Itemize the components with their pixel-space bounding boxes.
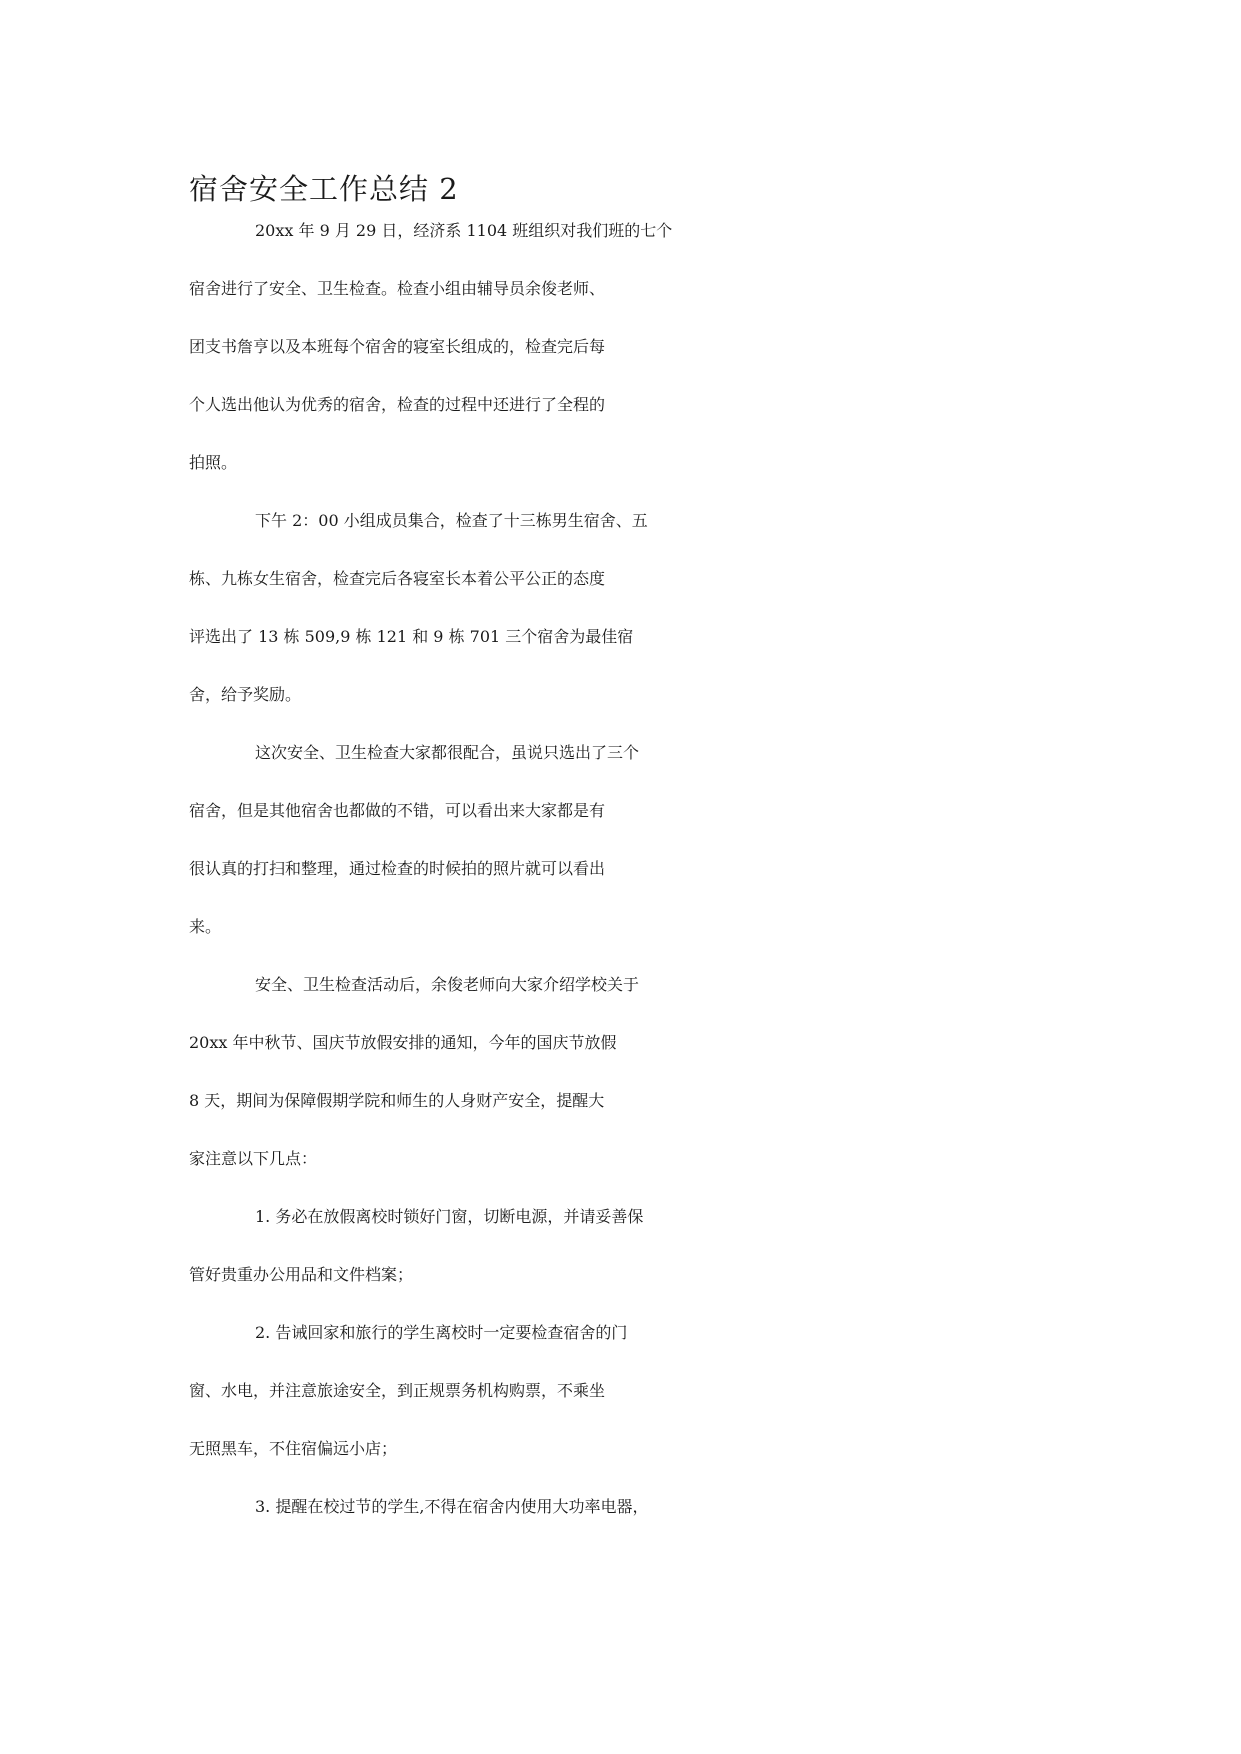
paragraph-line: 20xx 年 9 月 29 日，经济系 1104 班组织对我们班的七个 bbox=[255, 221, 673, 240]
paragraph-line: 拍照。 bbox=[189, 453, 238, 472]
paragraph-line: 栋、九栋女生宿舍，检查完后各寝室长本着公平公正的态度 bbox=[189, 569, 606, 588]
paragraph-line: 管好贵重办公用品和文件档案； bbox=[189, 1265, 414, 1284]
paragraph-line: 无照黑车，不住宿偏远小店； bbox=[189, 1439, 398, 1458]
paragraph-line: 3. 提醒在校过节的学生,不得在宿舍内使用大功率电器， bbox=[255, 1497, 649, 1516]
paragraph-line: 这次安全、卫生检查大家都很配合，虽说只选出了三个 bbox=[255, 743, 640, 762]
paragraph-line: 家注意以下几点： bbox=[189, 1149, 318, 1168]
paragraph-line: 个人选出他认为优秀的宿舍，检查的过程中还进行了全程的 bbox=[189, 395, 606, 414]
paragraph-line: 宿舍进行了安全、卫生检查。检查小组由辅导员余俊老师、 bbox=[189, 279, 606, 298]
paragraph-inspection-intro bbox=[189, 218, 1059, 508]
paragraph-line: 宿舍，但是其他宿舍也都做的不错，可以看出来大家都是有 bbox=[189, 801, 606, 820]
paragraph-line: 团支书詹亨以及本班每个宿舍的寝室长组成的，检查完后每 bbox=[189, 337, 606, 356]
paragraph-line: 舍，给予奖励。 bbox=[189, 685, 302, 704]
list-item-2 bbox=[189, 1320, 1059, 1494]
list-item-1 bbox=[189, 1204, 1059, 1320]
paragraph-inspection-results bbox=[189, 508, 1059, 740]
paragraph-line: 来。 bbox=[189, 917, 222, 936]
paragraph-line: 窗、水电，并注意旅途安全，到正规票务机构购票，不乘坐 bbox=[189, 1381, 606, 1400]
paragraph-line: 1. 务必在放假离校时锁好门窗，切断电源，并请妥善保 bbox=[255, 1207, 644, 1226]
paragraph-line: 下午 2：00 小组成员集合，检查了十三栋男生宿舍、五 bbox=[255, 511, 648, 530]
list-item-3 bbox=[189, 1494, 1059, 1552]
paragraph-line: 很认真的打扫和整理，通过检查的时候拍的照片就可以看出 bbox=[189, 859, 606, 878]
document-title: 宿舍安全工作总结 2 bbox=[189, 172, 459, 206]
paragraph-line: 评选出了 13 栋 509,9 栋 121 和 9 栋 701 三个宿舍为最佳宿 bbox=[189, 627, 634, 646]
paragraph-line: 2. 告诫回家和旅行的学生离校时一定要检查宿舍的门 bbox=[255, 1323, 628, 1342]
paragraph-cooperation bbox=[189, 740, 1059, 972]
paragraph-line: 20xx 年中秋节、国庆节放假安排的通知，今年的国庆节放假 bbox=[189, 1033, 617, 1052]
document-page bbox=[189, 160, 1059, 1552]
paragraph-holiday-notice bbox=[189, 972, 1059, 1204]
paragraph-line: 8 天，期间为保障假期学院和师生的人身财产安全，提醒大 bbox=[189, 1091, 605, 1110]
paragraph-line: 安全、卫生检查活动后，余俊老师向大家介绍学校关于 bbox=[255, 975, 640, 994]
